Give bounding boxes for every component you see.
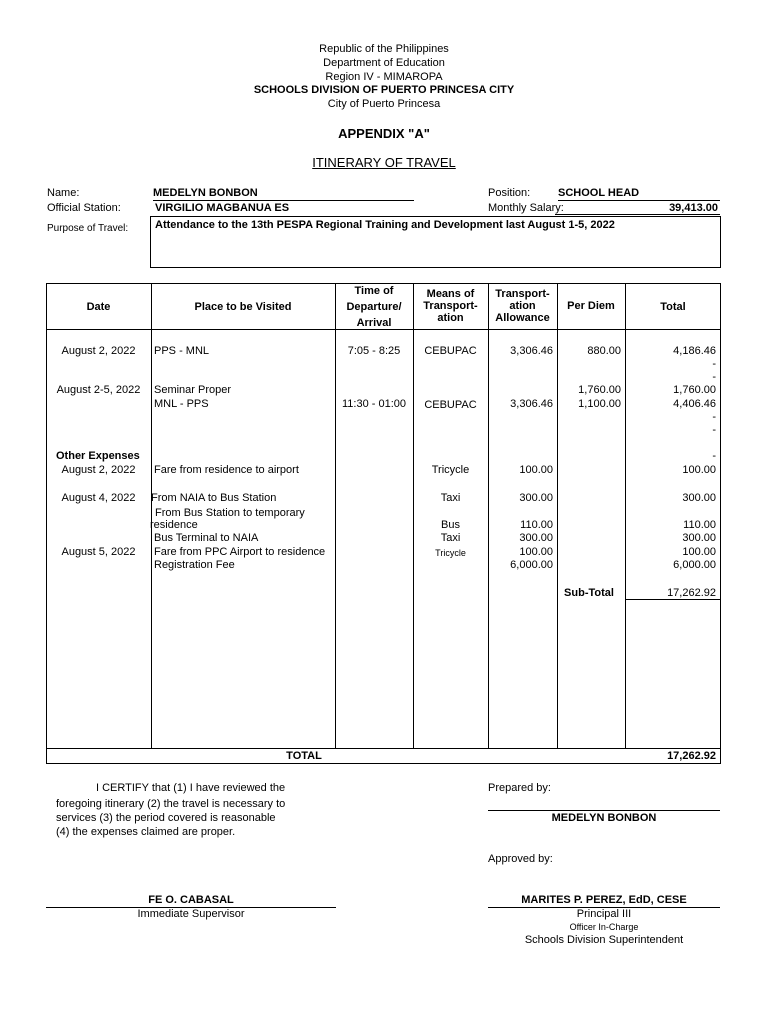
certify-line-1: I CERTIFY that (1) I have reviewed the [96, 782, 286, 794]
cell-ta: 110.00 [520, 519, 553, 531]
total-label: TOTAL [286, 750, 322, 762]
prepared-name: MEDELYN BONBON [551, 812, 657, 824]
position-value: SCHOOL HEAD [558, 187, 720, 201]
cell-ta: 100.00 [519, 464, 553, 476]
total-value: 17,262.92 [667, 750, 716, 762]
th-time-3: Arrival [356, 317, 392, 329]
cell-place: PPS - MNL [154, 345, 210, 357]
cell-ta: 6,000.00 [510, 559, 553, 571]
purpose-label: Purpose of Travel: [47, 223, 129, 234]
cell-place: Registration Fee [154, 559, 235, 571]
cell-time: 7:05 - 8:25 [347, 345, 401, 357]
cell-means: Tricycle [431, 464, 470, 476]
cell-total: - [712, 424, 716, 436]
header-division: SCHOOLS DIVISION OF PUERTO PRINCESA CITY [253, 84, 515, 96]
cell-total: - [712, 371, 716, 383]
prepared-by-label: Prepared by: [488, 782, 551, 794]
name-value: MEDELYN BONBON [153, 187, 414, 201]
cell-total: 110.00 [683, 519, 716, 531]
salary-label: Monthly Salary: [488, 202, 564, 214]
cell-perdiem: 1,100.00 [578, 398, 621, 410]
certify-line-2: foregoing itinerary (2) the travel is necessary to [56, 798, 286, 810]
supervisor-name: FE O. CABASAL [148, 894, 234, 906]
cell-total: 100.00 [682, 464, 716, 476]
cell-total: 300.00 [682, 492, 716, 504]
name-label: Name: [47, 187, 80, 199]
other-expenses-label: Other Expenses [56, 450, 140, 462]
th-means-3: ation [437, 312, 464, 324]
cell-place: Bus Terminal to NAIA [154, 532, 259, 544]
cell-total: 1,760.00 [673, 384, 716, 396]
approver-title-2: Officer In-Charge [569, 922, 639, 932]
station-value: VIRGILIO MAGBANUA ES [155, 202, 290, 214]
cell-total: 4,186.46 [673, 345, 716, 357]
cell-date: August 4, 2022 [61, 492, 136, 504]
th-time-1: Time of [354, 285, 394, 297]
cell-date: August 2, 2022 [61, 345, 136, 357]
subtotal-label: Sub-Total [564, 587, 614, 599]
cell-place: From Bus Station to temporary [155, 507, 305, 519]
th-ta-2: ation [509, 300, 536, 312]
total-divider [46, 748, 721, 749]
cell-date: August 5, 2022 [61, 546, 136, 558]
cell-place: Fare from residence to airport [154, 464, 299, 476]
approver-title-1: Principal III [576, 908, 632, 920]
th-means-2: Transport- [423, 300, 478, 312]
approver-title-3: Schools Division Superintendent [524, 934, 684, 946]
cell-total: 4,406.46 [673, 398, 716, 410]
col-divider-date [151, 283, 152, 749]
approved-by-label: Approved by: [488, 853, 553, 865]
approver-name: MARITES P. PEREZ, EdD, CESE [521, 894, 687, 906]
cell-total: - [712, 358, 716, 370]
cell-means: CEBUPAC [424, 345, 477, 357]
subtotal-rule [625, 599, 721, 600]
cell-date: August 2-5, 2022 [56, 384, 141, 396]
cell-means: Taxi [440, 532, 461, 544]
cell-ta: 300.00 [519, 532, 553, 544]
salary-underline [555, 214, 720, 215]
station-label: Official Station: [47, 202, 121, 214]
th-ta-3: Allowance [495, 312, 550, 324]
cell-time: 11:30 - 01:00 [341, 398, 406, 410]
supervisor-title: Immediate Supervisor [137, 908, 245, 920]
th-time-2: Departure/ [346, 301, 402, 313]
cell-total: - [712, 411, 716, 423]
header-region: Region IV - MIMAROPA [325, 71, 443, 83]
cell-perdiem: 880.00 [587, 345, 621, 357]
cell-ta: 3,306.46 [510, 398, 553, 410]
cell-place: MNL - PPS [154, 398, 209, 410]
th-place: Place to be Visited [194, 301, 292, 313]
header-city: City of Puerto Princesa [327, 98, 441, 110]
salary-value: 39,413.00 [669, 202, 718, 214]
cell-total: 6,000.00 [673, 559, 716, 571]
th-ta-1: Transport- [495, 288, 550, 300]
cell-total: 300.00 [682, 532, 716, 544]
cell-place: residence [150, 519, 198, 531]
cell-place: From NAIA to Bus Station [151, 492, 277, 504]
subtotal-value: 17,262.92 [667, 587, 716, 599]
th-date: Date [86, 301, 111, 313]
certify-line-4: (4) the expenses claimed are proper. [56, 826, 236, 838]
header-department: Department of Education [323, 57, 445, 69]
cell-total: 100.00 [682, 546, 716, 558]
cell-perdiem: 1,760.00 [578, 384, 621, 396]
cell-ta: 100.00 [519, 546, 553, 558]
header-divider [46, 329, 721, 330]
th-means-1: Means of [426, 288, 475, 300]
cell-ta: 3,306.46 [510, 345, 553, 357]
header-republic: Republic of the Philippines [319, 43, 449, 55]
prepared-signature-line [488, 810, 720, 811]
certify-line-3: services (3) the period covered is reasonable [56, 812, 276, 824]
purpose-value: Attendance to the 13th PESPA Regional Training and Development last August 1-5, 2022 [155, 219, 615, 231]
cell-place: Seminar Proper [154, 384, 232, 396]
cell-ta: 300.00 [519, 492, 553, 504]
cell-date: August 2, 2022 [61, 464, 136, 476]
appendix-label: APPENDIX "A" [338, 126, 430, 141]
th-perdiem: Per Diem [567, 300, 615, 312]
th-total: Total [660, 301, 686, 313]
cell-means: Bus [441, 519, 460, 531]
position-label: Position: [488, 187, 531, 199]
cell-total: - [712, 450, 716, 462]
cell-place: Fare from PPC Airport to residence [154, 546, 326, 558]
cell-means: Tricycle [435, 548, 466, 558]
page-title: ITINERARY OF TRAVEL [312, 155, 456, 170]
cell-means: CEBUPAC [424, 399, 477, 411]
cell-means: Taxi [440, 492, 461, 504]
